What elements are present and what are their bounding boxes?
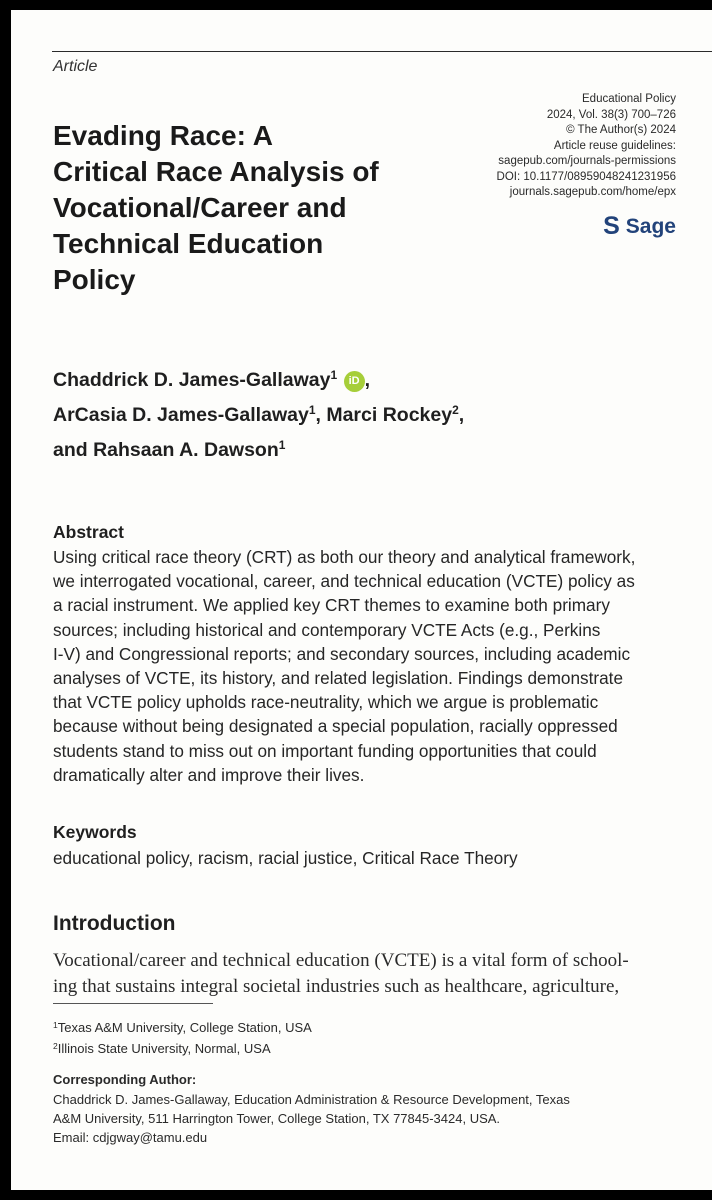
author-line [53, 430, 464, 465]
title-line: Critical Race Analysis of [53, 156, 379, 187]
footnote-line [53, 1037, 312, 1058]
author-name: Marci Rockey [326, 404, 453, 426]
author-line [53, 360, 464, 395]
permissions-link[interactable]: sagepub.com/journals-permissions [498, 155, 676, 167]
abstract-line: that VCTE policy upholds race-neutrality, which we argue is problematic [53, 692, 599, 713]
abstract-line: dramatically alter and improve their lives. [53, 764, 365, 785]
article-title [53, 118, 453, 298]
introduction-body [53, 948, 679, 1000]
orcid-icon[interactable]: iD [344, 371, 365, 392]
corresponding-author-details [53, 1090, 570, 1147]
affiliation-marker: 1 [330, 368, 338, 382]
article-page [11, 10, 712, 1190]
abstract-line: because without being designated a special population, racially oppressed [53, 716, 618, 737]
title-line: Vocational/Career and [53, 192, 347, 223]
doi[interactable]: DOI: 10.1177/08959048241231956 [496, 170, 676, 183]
copyright: © The Author(s) 2024 [566, 124, 676, 136]
reuse-guidelines-label: Article reuse guidelines: [553, 139, 676, 152]
top-rule [52, 51, 712, 52]
abstract-line: Using critical race theory (CRT) as both our theory and analytical framework, [53, 547, 636, 567]
abstract-body [53, 545, 693, 787]
keywords-heading: Keywords [53, 822, 137, 842]
abstract-line: I-V) and Congressional reports; and secondary sources, including academic [53, 643, 631, 664]
author-name: ArCasia D. James-Gallaway [53, 404, 309, 426]
separator: , [364, 369, 370, 391]
abstract-line: we interrogated vocational, career, and technical education (VCTE) policy as [53, 571, 635, 592]
abstract-line: a racial instrument. We applied key CRT themes to examine both primary [53, 595, 610, 616]
corresponding-line: Chaddrick D. James-Gallaway, Education Administration & Resource Development, Texas [53, 1092, 570, 1107]
affiliation-marker: 1 [278, 438, 286, 452]
journal-volume: 2024, Vol. 38(3) 700–726 [546, 108, 676, 121]
footnote-text: Texas A&M University, College Station, USA [57, 1020, 312, 1035]
footnote-rule [53, 1003, 213, 1004]
footnote-number: 1 [53, 1020, 58, 1030]
introduction-heading: Introduction [53, 912, 176, 935]
journal-meta [497, 92, 676, 201]
keywords-text [53, 846, 693, 870]
intro-line: ing that sustains integral societal industries such as healthcare, agriculture, [53, 976, 620, 997]
author-name: Chaddrick D. James-Gallaway [53, 369, 331, 391]
author-list [53, 360, 464, 465]
corresponding-line: A&M University, 511 Harrington Tower, College Station, TX 77845-3424, USA. [53, 1111, 501, 1126]
separator: , [458, 404, 465, 426]
separator: , [315, 404, 321, 426]
title-line: Evading Race: A [53, 120, 273, 151]
keywords-line: educational policy, racism, racial justice, Critical Race Theory [53, 848, 518, 868]
abstract-line: analyses of VCTE, its history, and related legislation. Findings demonstrate [53, 668, 624, 689]
sage-logo [603, 214, 676, 239]
affiliation-footnotes [53, 1016, 312, 1058]
sage-logo-icon: S [603, 212, 620, 240]
title-line: Technical Education [53, 228, 324, 259]
affiliation-marker: 1 [308, 403, 316, 417]
conjunction: and [53, 439, 88, 461]
author-name: Rahsaan A. Dawson [93, 439, 279, 461]
author-line [53, 395, 464, 430]
footnote-number: 2 [53, 1041, 58, 1051]
abstract-line: sources; including historical and contemporary VCTE Acts (e.g., Perkins [53, 619, 601, 640]
abstract-heading: Abstract [53, 522, 124, 542]
corresponding-author-heading: Corresponding Author: [53, 1072, 197, 1087]
journal-homepage-link[interactable]: journals.sagepub.com/home/epx [509, 186, 676, 198]
article-type-label: Article [53, 58, 98, 75]
abstract-line: students stand to miss out on important funding opportunities that could [53, 740, 597, 761]
affiliation-marker: 2 [452, 403, 459, 417]
journal-name: Educational Policy [582, 93, 676, 105]
sage-logo-text: Sage [625, 214, 676, 238]
footnote-text: Illinois State University, Normal, USA [57, 1041, 271, 1056]
intro-line: Vocational/career and technical education (VCTE) is a vital form of school- [53, 950, 629, 971]
footnote-line [53, 1016, 312, 1037]
corresponding-email[interactable]: Email: cdjgway@tamu.edu [53, 1130, 208, 1145]
title-line: Policy [53, 264, 136, 295]
